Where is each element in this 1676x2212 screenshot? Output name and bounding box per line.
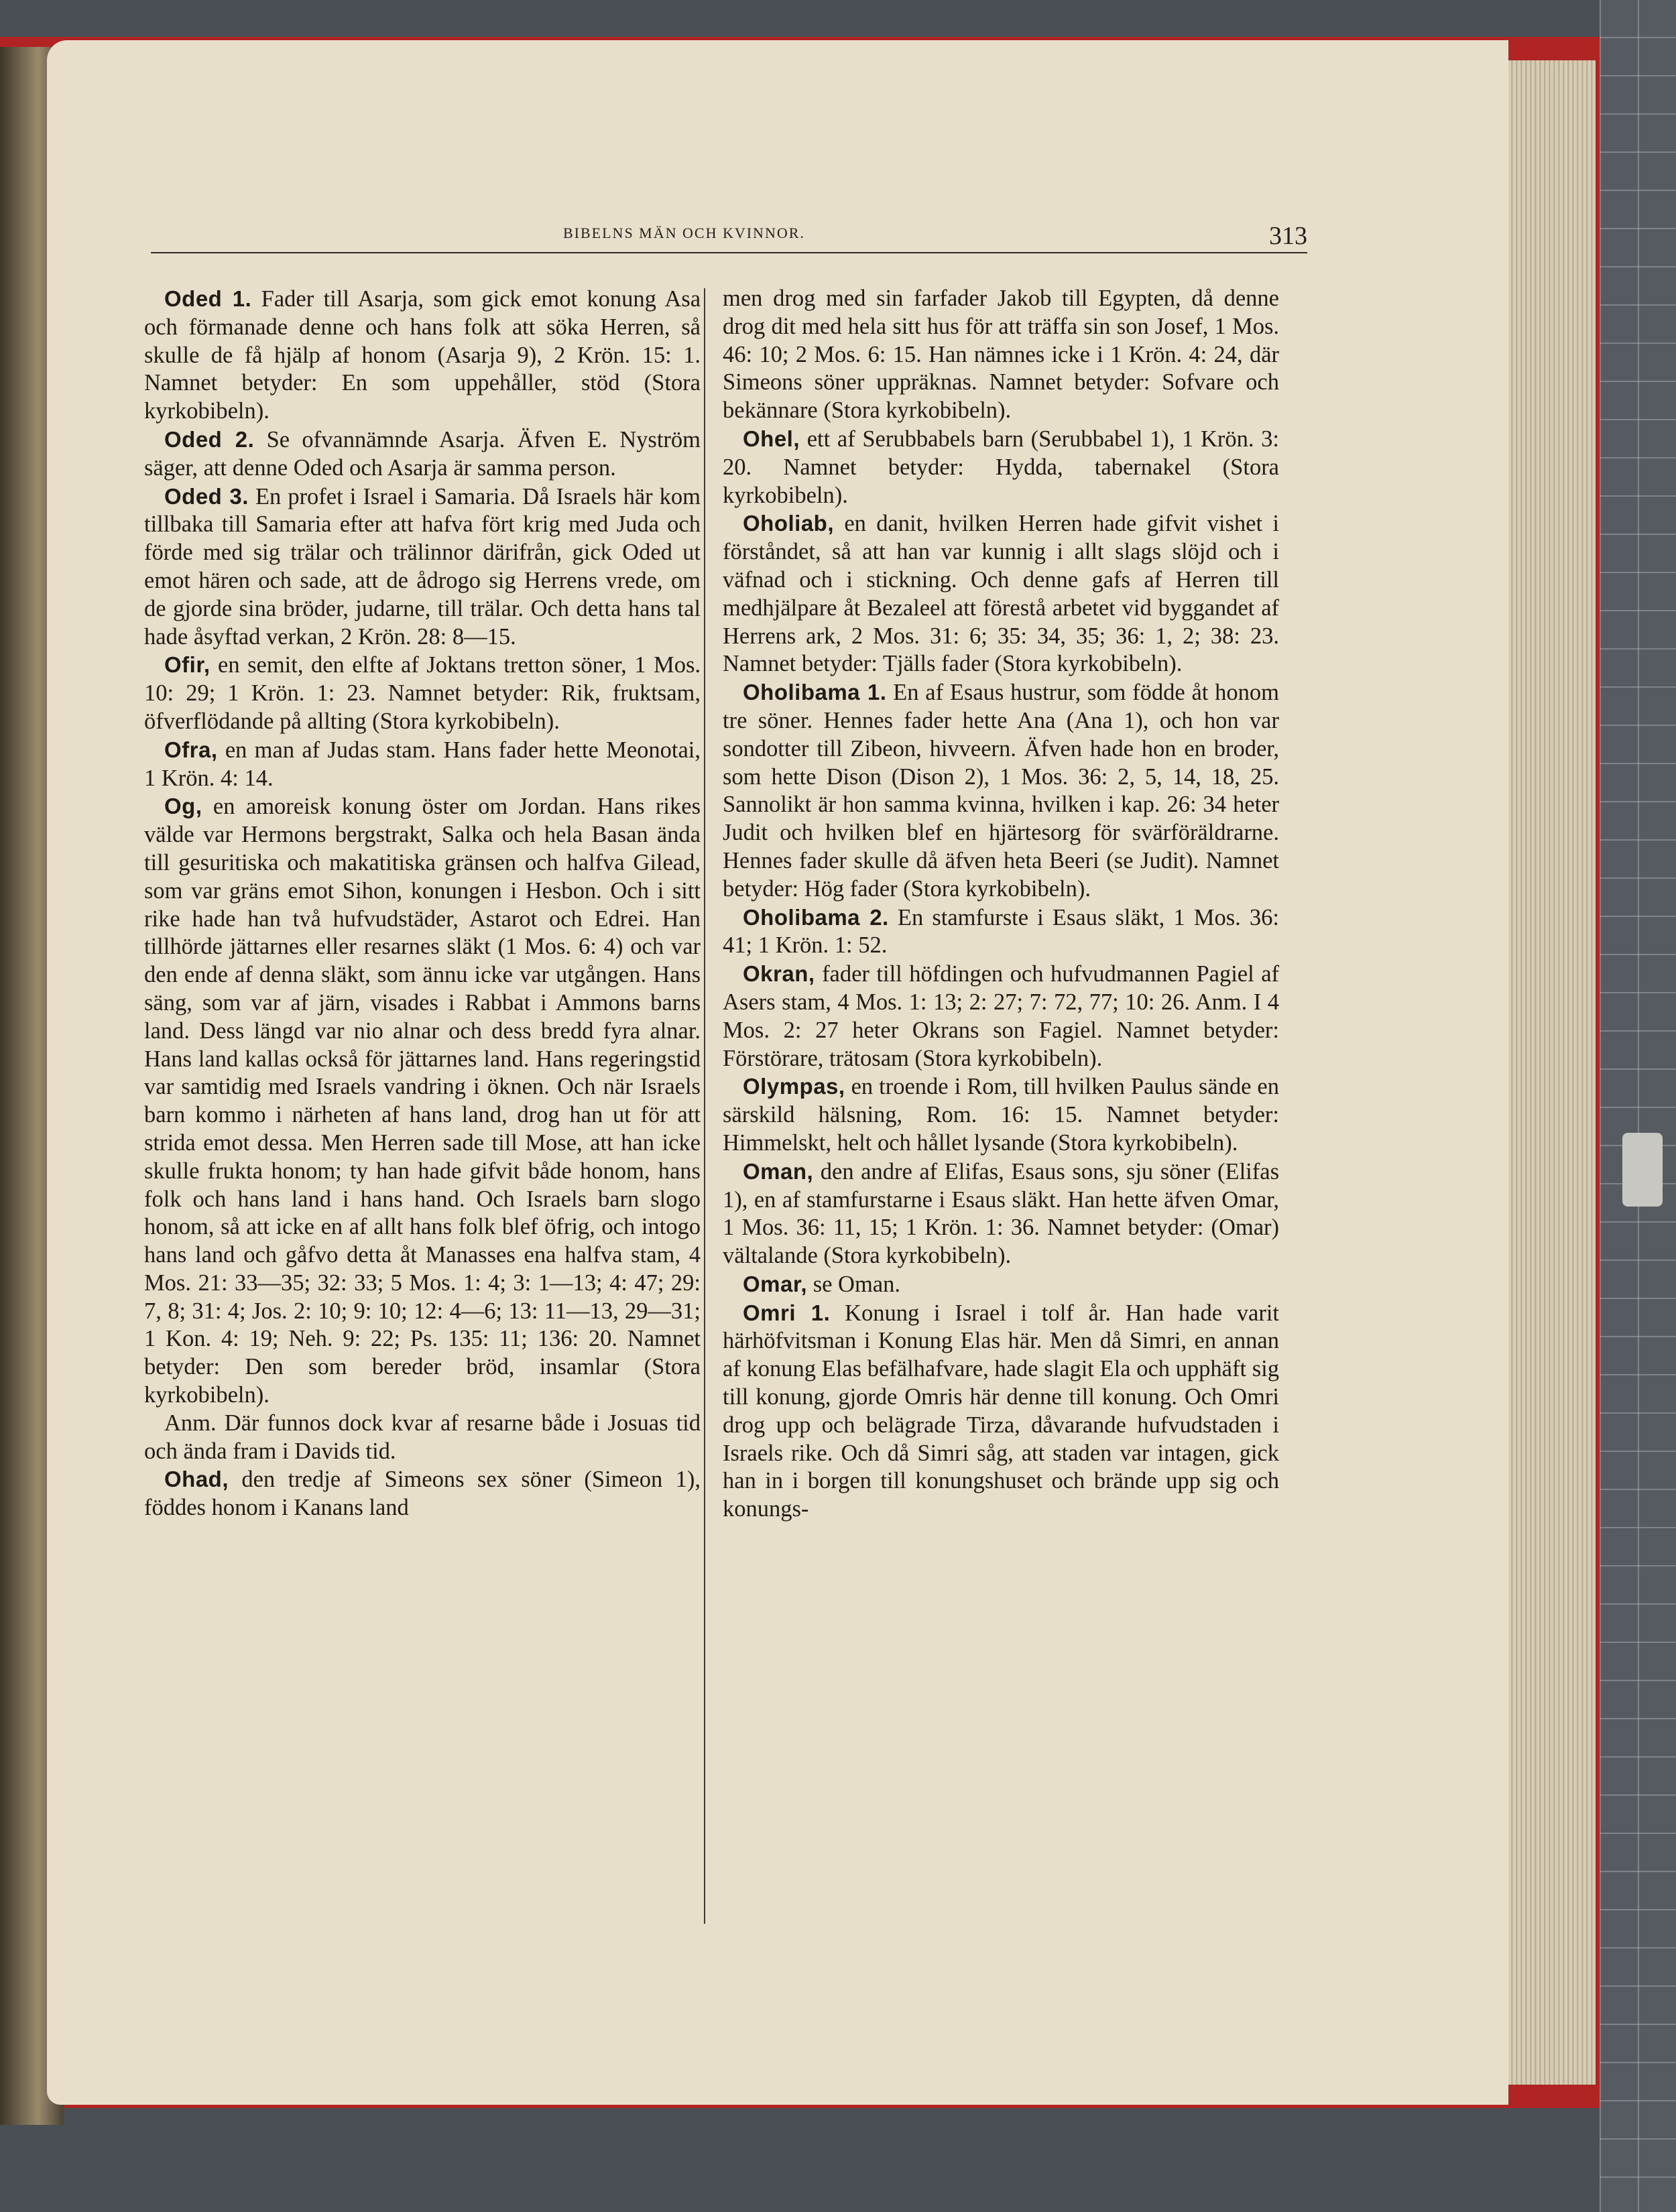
page-number: 313: [1269, 222, 1307, 250]
entry-text: Anm. Där funnos dock kvar af resarne både i Josuas tid och ända fram i Davids tid.: [144, 1410, 701, 1464]
entry-text: en amoreisk konung öster om Jordan. Hans rikes välde var Hermons bergstrakt, Salka och hela Basan ända till gesuritiska och makatitiska gränsen och halfva Gilead, som var gräns emot Sihon, konungen i Hesbon. Och i sitt rike hade han två hufvudstäder, Astarot och Edrei. Han tillhörde jättarnes eller resarnes släkt (1 Mos. 6: 4) och var den ende af denna släkt, som ännu icke var utgången. Hans säng, som var af järn, visades i Rabbat i Ammons barns land. Dess längd var nio alnar och dess bredd fyra alnar. Hans land kallas också för jättarnes land. Hans regeringstid var samtidig med Israels vandring i öknen. Och när Israels barn kommo i närheten af hans land, drog han ut för att strida emot dessa. Men Herren sade till Mose, att han icke skulle frukta honom; ty han hade gifvit både honom, hans folk och hans land i hans hand. Och Israels barn slogo honom, så att icke en af allt hans folk blef öfrig, och intogo hans land och gåfvo detta åt Manasses ena halfva stam, 4 Mos. 21: 33—35; 32: 33; 5 Mos. 1: 4; 3: 1—13; 4: 47; 29: 7, 8; 31: 4; Jos. 2: 10; 9: 10; 12: 4—6; 13: 11—13, 29—31; 1 Kon. 4: 19; Neh. 9: 22; Ps. 135: 11; 136: 20. Namnet betyder: Den som bereder bröd, insamlar (Stora kyrkobibeln).: [144, 794, 701, 1408]
column-rule: [704, 288, 705, 1924]
page-header: [151, 222, 1307, 251]
dictionary-entry: [144, 483, 701, 652]
entry-headword: Omar,: [743, 1271, 808, 1296]
dictionary-entry: [144, 1410, 701, 1466]
entry-text: Se ofvannämnde Asarja. Äfven E. Nyström säger, att denne Oded och Asarja är samma person.: [144, 426, 701, 481]
dictionary-entry: [144, 1465, 701, 1522]
dictionary-entry: [144, 651, 701, 735]
entry-text: den andre af Elifas, Esaus sons, sju söner (Elifas 1), en af stamfurstarne i Esaus släkt. Han hette äfven Omar, 1 Mos. 36: 11, 15; 1 Krön. 1: 36. Namnet betyder: (Omar) vältalande (Stora kyrkobibeln).: [723, 1158, 1279, 1269]
entry-headword: Ofir,: [164, 652, 211, 678]
entry-headword: Ohad,: [164, 1467, 229, 1492]
entry-headword: Oded 1.: [164, 286, 252, 311]
dictionary-entry: [723, 425, 1279, 509]
right-column: [723, 285, 1279, 1524]
page-clip: [1622, 1133, 1663, 1207]
entry-text: en man af Judas stam. Hans fader hette Meonotai, 1 Krön. 4: 14.: [144, 737, 701, 791]
dictionary-entry: [144, 285, 701, 426]
entry-text: Konung i Israel i tolf år. Han hade varit härhöfvitsman i Konung Elas här. Men då Simri, en annan af konung Elas befälhafvare, hade slagit Ela och upphäft sig till konung, gjorde Omris här denne till konung. Och Omri drog upp och belägrade Tirza, dåvarande hufvudstaden i Israels rike. Och då Simri såg, att staden var intagen, gick han in i borgen till konungshuset och brände upp sig och konungs-: [723, 1300, 1279, 1522]
entry-text: en semit, den elfte af Joktans tretton söner, 1 Mos. 10: 29; 1 Krön. 1: 23. Namnet betyder: Rik, fruktsam, öfverflödande på allting (Stora kyrkobibeln).: [144, 652, 701, 734]
header-rule: [151, 252, 1307, 253]
entry-headword: Og,: [164, 794, 202, 819]
dictionary-entry: [723, 1270, 1279, 1299]
dictionary-entry: [723, 960, 1279, 1072]
entry-headword: Oman,: [743, 1158, 814, 1184]
dictionary-entry: [723, 509, 1279, 678]
dictionary-entry: [723, 285, 1279, 425]
entry-text: En stamfurste i Esaus släkt, 1 Mos. 36: 41; 1 Krön. 1: 52.: [723, 904, 1280, 959]
entry-text: den tredje af Simeons sex söner (Simeon 1), föddes honom i Kanans land: [144, 1467, 701, 1521]
entry-headword: Ofra,: [164, 737, 218, 762]
dictionary-entry: [723, 678, 1279, 903]
entry-headword: Okran,: [743, 961, 815, 987]
dictionary-entry: [144, 426, 701, 483]
dictionary-entry: [723, 1072, 1279, 1157]
entry-headword: Olympas,: [743, 1074, 845, 1099]
entry-headword: Oholibama 1.: [743, 680, 887, 705]
entry-headword: Oholibama 2.: [743, 904, 889, 930]
entry-text: en danit, hvilken Herren hade gifvit vishet i förståndet, så att han var kunnig i allt slags slöjd och i väfnad och i stickning. Och denne gafs af Herren till medhjälpare åt Bezaleel att förestå arbetet vid byggandet af Herrens ark, 2 Mos. 31: 6; 35: 34, 35; 36: 1, 2; 38: 23. Namnet betyder: Tjälls fader (Stora kyrkobibeln).: [723, 511, 1279, 677]
dictionary-entry: [723, 1158, 1279, 1270]
entry-text: Fader till Asarja, som gick emot konung Asa och förmanade denne och hans folk att söka Herren, så skulle de få hjälp af honom (Asarja 9), 2 Krön. 15: 1. Namnet betyder: En som uppehåller, stöd (Stora kyrkobibeln).: [144, 286, 701, 424]
running-title: BIBELNS MÄN OCH KVINNOR.: [563, 225, 805, 241]
measurement-grid: [1600, 0, 1676, 2212]
entry-headword: Oded 2.: [164, 426, 255, 452]
entry-headword: Ohel,: [743, 426, 800, 451]
dictionary-entry: [144, 736, 701, 793]
dictionary-entry: [723, 904, 1279, 961]
dictionary-entry: [144, 792, 701, 1410]
entry-text: en troende i Rom, till hvilken Paulus sände en särskild hälsning, Rom. 16: 15. Namnet betyder: Himmelskt, helt och hållet lysande (Stora kyrkobibeln).: [723, 1074, 1279, 1156]
entry-text: En af Esaus hustrur, som födde åt honom tre söner. Hennes fader hette Ana (Ana 1), och hon var sondotter till Zibeon, hivveern. Äfven hade hon en broder, som hette Dison (Dison 2), 1 Mos. 36: 2, 5, 14, 18, 25. Sannolikt är hon samma kvinna, hvilken i kap. 26: 34 heter Judit och hvilken blef en hjärtesorg för svärföräldrarne. Hennes fader skulle då äfven heta Beeri (se Judit). Namnet betyder: Hög fader (Stora kyrkobibeln).: [723, 680, 1279, 902]
entry-headword: Oholiab,: [743, 511, 834, 536]
dictionary-entry: [723, 1299, 1279, 1524]
left-column: [144, 285, 701, 1522]
page-edges: [1508, 60, 1596, 2085]
entry-text: ett af Serubbabels barn (Serubbabel 1), 1 Krön. 3: 20. Namnet betyder: Hydda, tabernakel (Stora kyrkobibeln).: [723, 426, 1279, 508]
entry-text: men drog med sin farfader Jakob till Egypten, då denne drog dit med hela sitt hus för att träffa sin son Josef, 1 Mos. 46: 10; 2 Mos. 6: 15. Han nämnes icke i 1 Krön. 4: 24, där Simeons söner uppräknas. Namnet betyder: Sofvare och bekännare (Stora kyrkobibeln).: [723, 286, 1279, 424]
entry-headword: Oded 3.: [164, 483, 249, 509]
entry-text: fader till höfdingen och hufvudmannen Pagiel af Asers stam, 4 Mos. 1: 13; 2: 27; 7: 72, 77; 10: 26. Anm. I 4 Mos. 2: 27 heter Okrans son Fagiel. Namnet betyder: Förstörare, trätosam (Stora kyrkobibeln).: [723, 961, 1279, 1071]
entry-headword: Omri 1.: [743, 1300, 831, 1325]
entry-text: En profet i Israel i Samaria. Då Israels här kom tillbaka till Samaria efter att hafva fört krig med Juda och förde med sig trälar och trälinnor därifrån, gick Oded ut emot hären och sade, att de ådrogo sig Herrens vrede, om de gjorde sina bröder, judarne, till trälar. Och detta hans tal hade åsyftad verkan, 2 Krön. 28: 8—15.: [144, 483, 701, 650]
entry-text: se Oman.: [813, 1271, 900, 1297]
